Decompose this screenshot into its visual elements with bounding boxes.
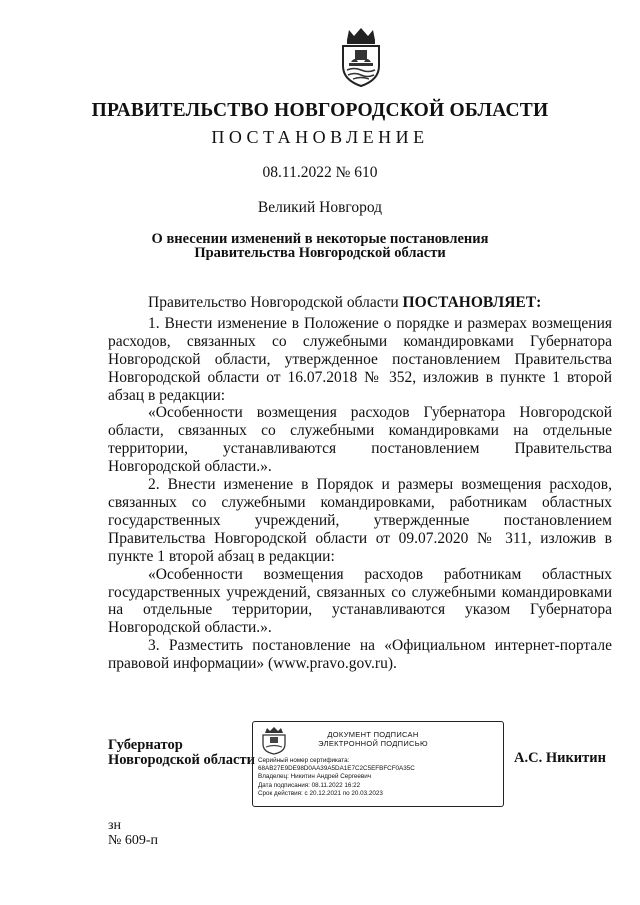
signatory-position-line-1: Губернатор — [108, 737, 183, 753]
stamp-signed-date: Дата подписания: 08.11.2022 16:22 — [258, 781, 361, 789]
stamp-details — [258, 757, 415, 798]
footer-note — [108, 818, 158, 848]
paragraph-2: 2. Внести изменение в Порядок и размеры возмещения расходов, связанных со служебными командировками, работникам областных государственных учреждений, утвержденные постановлением Правительства Новгородской области от 09.07.2020 № 311, изложив в пункте 1 второй абзац в редакции: — [108, 476, 612, 565]
document-type: ПОСТАНОВЛЕНИЕ — [211, 127, 429, 147]
subject-line-2: Правительства Новгородской области — [194, 245, 446, 261]
document-body — [108, 294, 612, 673]
footer-number: № 609-п — [108, 833, 159, 848]
document-city: Великий Новгород — [257, 199, 383, 216]
signatory-name: А.С. Никитин — [514, 750, 606, 766]
footer-initials: зн — [108, 818, 122, 833]
stamp-title-line-1: ДОКУМЕНТ ПОДПИСАН — [327, 730, 419, 739]
signatory-position-line-2: Новгородской области — [108, 752, 255, 768]
document-date-number: 08.11.2022 № 610 — [262, 164, 378, 181]
organization-title: ПРАВИТЕЛЬСТВО НОВГОРОДСКОЙ ОБЛАСТИ — [91, 100, 549, 121]
document-subject — [0, 232, 640, 260]
stamp-title-line-2: ЭЛЕКТРОННОЙ ПОДПИСЬЮ — [318, 739, 428, 748]
electronic-signature-stamp — [252, 721, 504, 807]
paragraph-3: 3. Разместить постановление на «Официальном интернет-портале правовой информации» (www.pravo.gov.ru). — [108, 637, 612, 673]
lead-paragraph — [108, 294, 612, 312]
stamp-cert-number: 68AB27E9DE98D0AA39A5DA1E7C2C5EFBFCF0A35C — [258, 765, 415, 773]
subject-line-1: О внесении изменений в некоторые постановления — [151, 231, 489, 247]
stamp-cert-label: Серийный номер сертификата: — [258, 757, 350, 764]
lead-text: Правительство Новгородской области — [148, 294, 403, 311]
stamp-validity: Срок действия: с 20.12.2021 по 20.03.2023 — [258, 789, 383, 797]
coat-of-arms-icon — [338, 26, 384, 88]
stamp-title — [293, 730, 453, 748]
paragraph-2-quote: «Особенности возмещения расходов работникам областных государственных учреждений, связанных со служебными командировками на отдельные территории, устанавливаются указом Губернатора Новгородской области.». — [108, 565, 612, 637]
paragraph-1: 1. Внести изменение в Положение о порядке и размерах возмещения расходов, связанных со служебными командировками Губернатора Новгородской области, утвержденное постановлением Правительства Новгородской области от 16.07.2018 № 352, изложив в пункте 1 второй абзац в редакции: — [108, 314, 612, 404]
lead-resolves: ПОСТАНОВЛЯЕТ: — [402, 294, 542, 311]
signatory-position — [108, 738, 255, 768]
stamp-coat-of-arms-icon — [259, 727, 289, 755]
paragraph-1-quote: «Особенности возмещения расходов Губернатора Новгородской области, связанных со служебными командировками на отдельные территории, устанавливаются постановлением Правительства Новгородской области.». — [108, 404, 612, 476]
stamp-owner: Владелец: Никитин Андрей Сергеевич — [258, 773, 372, 781]
